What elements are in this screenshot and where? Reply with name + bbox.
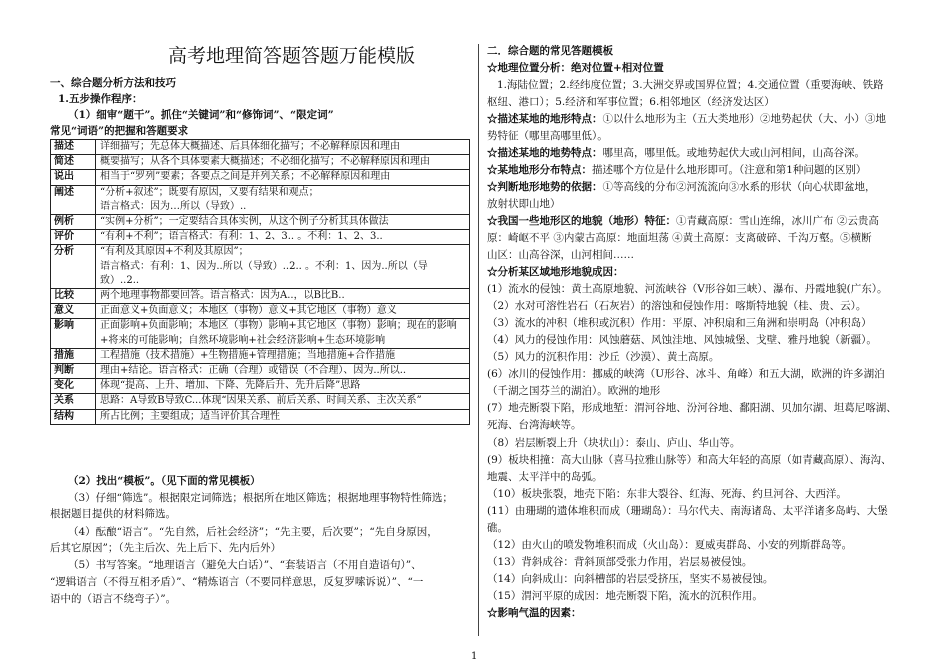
definition-cell	[96, 379, 470, 394]
page-number: 1	[471, 651, 478, 662]
table-row	[51, 364, 470, 379]
table-row	[51, 170, 470, 185]
step-3-cont: 根据题目提供的材料筛选。	[50, 508, 176, 520]
body-line: 礁。	[487, 522, 508, 534]
definition-line: 思路：A导致B导致C...体现“因果关系、前后关系、时间关系、主次关系”	[100, 395, 422, 407]
body-line: 势特征（哪里高哪里低）。	[487, 130, 608, 142]
definition-line: 所占比例；主要组成；适当评价其合理性	[100, 410, 280, 422]
term-cell: 变化	[51, 379, 96, 394]
definition-line: 语言格式：因为…所以（导致）..	[100, 200, 247, 212]
definition-line: “有利及其原因+不利及其原因”；	[100, 246, 249, 258]
template-heading: ☆判断地形地势的依据：①等高线的分布②河流流向③水系的形状（向心状即盆地，	[487, 181, 876, 193]
table-row	[51, 155, 470, 170]
definition-cell	[96, 394, 470, 409]
template-heading: ☆地理位置分析：绝对位置+相对位置	[487, 62, 664, 74]
template-heading: ☆某地地形分布特点：描述哪个方位是什么地形即可。（注意和第1种问题的区别）	[487, 164, 867, 176]
template-heading: ☆描述某地的地形特点：①以什么地形为主（五大类地形）②地势起伏（大、小）③地	[487, 113, 886, 125]
body-line: (1）流水的侵蚀：黄土高原地貌、河流峡谷（V形谷如三峡）、瀑布、丹霞地貌(广东）。	[487, 283, 888, 295]
body-line: （13）背斜成谷：背斜顶部受张力作用，岩层易被侵蚀。	[487, 556, 753, 568]
table-row	[51, 140, 470, 155]
body-line: （8）岩层断裂上升（块状山）：泰山、庐山、华山等。	[487, 437, 741, 449]
definition-cell	[96, 348, 470, 363]
body-line: （3）流水的冲积（堆积或沉积）作用：平原、冲积扇和三角洲和崇明岛（冲积岛）	[487, 317, 872, 329]
template-heading: ☆描述某地的地势特点：哪里高，哪里低。或地势起伏大或山河相间，山高谷深。	[487, 147, 865, 159]
table-row	[51, 409, 470, 424]
definition-line: 理由+结论。语言格式：正确（合理）或错误（不合理）、因为..所以..	[100, 365, 407, 377]
step-4-cont: 后其它原因”；（先主后次、先上后下、先内后外）	[50, 542, 282, 554]
step-5-end: 语中的（语言不绕弯子）”。	[50, 593, 177, 605]
definition-cell	[96, 230, 470, 245]
body-line: (9）板块相撞：高大山脉（喜马拉雅山脉等）和高大年轻的高原（如青藏高原）、海沟、	[487, 454, 892, 466]
step-3: （3）仔细“筛选”。根据限定词筛选；根据所在地区筛选；根据地理事物特性筛选；	[68, 492, 453, 504]
table-row	[51, 289, 470, 304]
step-2: （2）找出“模板”。（见下面的常见模板）	[68, 475, 261, 487]
step-5: （5）书写答案。“地理语言（避免大白话）”、“套装语言（不用自造语句）”、	[68, 559, 422, 571]
body-line: 1.海陆位置；2.经纬度位置；3.大洲交界或国界位置；4.交通位置（重要海峡、铁路	[497, 79, 884, 91]
term-cell: 影响	[51, 319, 96, 348]
table-row	[51, 348, 470, 363]
term-cell: 例析	[51, 215, 96, 230]
term-cell: 描述	[51, 140, 96, 155]
term-cell: 判断	[51, 364, 96, 379]
definition-line: 体现“提高、上升、增加、下降、先降后升、先升后降”思路	[100, 380, 361, 392]
table-row	[51, 230, 470, 245]
body-line: （5）风力的沉积作用：沙丘（沙漠）、黄土高原。	[487, 351, 720, 363]
body-line: （15）渭河平原的成因：地壳断裂下陷，流水的沉积作用。	[487, 590, 763, 602]
step-5-cont: “逻辑语言（不得互相矛盾）”、“精炼语言（不要同样意思，反复罗嗦诉说）”、“一	[50, 576, 424, 588]
term-cell: 阐述	[51, 185, 96, 214]
template-heading: ☆影响气温的因素：	[487, 607, 582, 619]
definition-cell	[96, 185, 470, 214]
table-caption: 常见“词语”的把握和答题要求	[50, 125, 189, 137]
definition-line: “有利+不利”；语言格式：有利：1、2、3.. 。不利：1、2、3..	[100, 231, 383, 243]
body-line: 放射状即山地）	[487, 198, 561, 210]
definition-cell	[96, 245, 470, 289]
definition-line: 正面影响+负面影响；本地区（事物）影响+其它地区（事物）影响；现在的影响	[100, 320, 457, 332]
table-row	[51, 215, 470, 230]
definition-line: 详细描写；先总体大概描述、后具体细化描写；不必解释原因和理由	[100, 141, 400, 152]
body-line: （2）水对可溶性岩石（石灰岩）的溶蚀和侵蚀作用：喀斯特地貌（桂、贵、云）。	[487, 300, 867, 312]
body-line: (11）由珊瑚的遗体堆积而成（珊瑚岛）：马尔代夫、南海诸岛、太平洋诸多岛屿、大堡	[487, 505, 888, 517]
definition-cell	[96, 155, 470, 170]
table-row	[51, 245, 470, 289]
definition-line: +将来的可能影响；自然环境影响+社会经济影响+生态环境影响	[100, 334, 386, 346]
body-line: 原：崎岖不平 ③内蒙古高原：地面坦荡 ④黄土高原：支离破碎、千沟万壑。⑤横断	[487, 232, 872, 244]
definition-cell	[96, 215, 470, 230]
body-line: 山区：山高谷深，山河相间……	[487, 249, 634, 261]
term-cell: 意义	[51, 304, 96, 319]
body-line: （12）由火山的喷发物堆积而成（火山岛）：夏威夷群岛、小安的列斯群岛等。	[487, 539, 853, 551]
definition-cell	[96, 170, 470, 185]
definition-line: 相当于“罗列”要素；各要点之间是并列关系；不必解释原因和理由	[100, 171, 391, 183]
term-cell: 简述	[51, 155, 96, 170]
term-cell: 说出	[51, 170, 96, 185]
body-line: (7）地壳断裂下陷，形成地堑：渭河谷地、汾河谷地、鄱阳湖、贝加尔湖、坦葛尼喀湖、	[487, 402, 897, 414]
definition-line: 两个地理事物都要回答。语言格式：因为A..，以B比B..	[100, 290, 345, 302]
definition-line: “分析+叙述”；既要有原因，又要有结果和观点；	[100, 186, 319, 198]
table-row	[51, 319, 470, 348]
body-line: (6）冰川的侵蚀作用：挪威的峡湾（U形谷、冰斗、角峰）和五大湖，欧洲的许多湖泊	[487, 368, 885, 380]
table-row	[51, 379, 470, 394]
definition-cell	[96, 409, 470, 424]
term-cell: 分析	[51, 245, 96, 289]
definition-cell	[96, 140, 470, 155]
term-cell: 比较	[51, 289, 96, 304]
definition-line: 致）..2..	[100, 274, 140, 286]
terms-table	[50, 139, 470, 425]
definition-line: 工程措施（技术措施）+生物措施+管理措施；当地措施+合作措施	[100, 349, 396, 361]
body-line: 枢纽、港口）；5.经济和军事位置；6.相邻地区（经济发达区）	[487, 96, 775, 108]
term-cell: 关系	[51, 394, 96, 409]
definition-line: 语言格式：有利：1、因为..所以（导致）..2.. 。不利：1、因为..所以（导	[100, 260, 428, 272]
term-cell: 措施	[51, 348, 96, 363]
body-line: （4）风力的侵蚀作用：风蚀蘑菇、风蚀洼地、风蚀城堡、戈壁、雅丹地貌（新疆）。	[487, 334, 877, 346]
table-row	[51, 394, 470, 409]
template-heading: ☆我国一些地形区的地貌（地形）特征：①青藏高原：雪山连绵，冰川广布 ②云贵高	[487, 215, 879, 227]
table-row	[51, 304, 470, 319]
definition-line: “实例+分析”；一定要结合具体实例，从这个例子分析其具体做法	[100, 216, 389, 228]
page-title: 高考地理简答题答题万能模版	[168, 45, 416, 67]
subsection-heading: 1.五步操作程序：	[58, 93, 143, 105]
table-row	[51, 185, 470, 214]
step-heading: （1）细审“题干”。抓住“关键词”和“修饰词”、“限定词”	[68, 109, 334, 121]
body-line: 死海、台湾海峡等。	[487, 419, 582, 431]
definition-line: 正面意义+负面意义；本地区（事物）意义+其它地区（事物）意义	[100, 305, 397, 317]
section-heading: 一、综合题分析方法和技巧	[50, 77, 176, 89]
template-heading: ☆分析某区域地形地貌成因：	[487, 266, 624, 278]
body-line: （14）向斜成山：向斜槽部的岩层受挤压，坚实不易被侵蚀。	[487, 573, 774, 585]
term-cell: 评价	[51, 230, 96, 245]
definition-cell	[96, 319, 470, 348]
definition-cell	[96, 304, 470, 319]
definition-cell	[96, 289, 470, 304]
step-4: （4）酝酿“语言”。“先自然，后社会经济”；“先主要，后次要”；“先自身原因，	[68, 526, 438, 538]
body-line: （千湖之国芬兰的湖泊）。欧洲的地形	[487, 385, 661, 397]
section-heading: 二．综合题的常见答题模板	[487, 45, 613, 57]
definition-cell	[96, 364, 470, 379]
body-line: 地震、太平洋中的岛弧。	[487, 471, 603, 483]
term-cell: 结构	[51, 409, 96, 424]
column-divider	[478, 44, 479, 636]
definition-line: 概要描写；从各个具体要素大概描述；不必细化描写；不必解释原因和理由	[100, 156, 430, 168]
body-line: （10）板块张裂，地壳下陷：东非大裂谷、红海、死海、约旦河谷、大西洋。	[487, 488, 847, 500]
